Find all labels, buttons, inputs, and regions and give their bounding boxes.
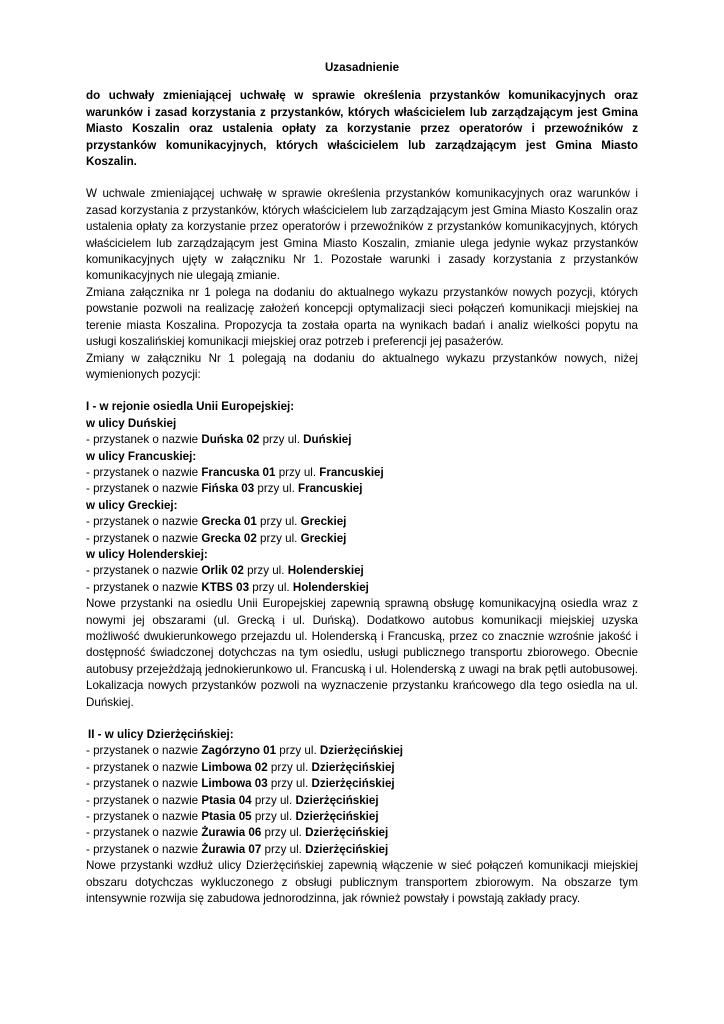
stop-name: KTBS 03 [201, 580, 250, 594]
stop-groups [86, 416, 638, 596]
stop-item [86, 465, 638, 481]
street-heading: w ulicy Francuskiej: [86, 449, 197, 463]
street-heading: w ulicy Greckiej: [86, 498, 178, 512]
street-prefix: przy ul. [256, 515, 301, 529]
stop-item [86, 776, 638, 792]
stop-list [86, 743, 638, 858]
street-heading: w ulicy Holenderskiej: [86, 547, 208, 561]
stop-prefix: - przystanek o nazwie [86, 744, 202, 758]
street-prefix: przy ul. [267, 760, 312, 774]
stop-prefix: - przystanek o nazwie [86, 515, 202, 529]
stop-prefix: - przystanek o nazwie [86, 760, 202, 774]
street-prefix: przy ul. [254, 482, 299, 496]
stop-prefix: - przystanek o nazwie [86, 842, 202, 856]
stop-name: Grecka 02 [201, 531, 257, 545]
stop-item [86, 580, 638, 596]
stop-name: Orlik 02 [201, 564, 244, 578]
street-prefix: przy ul. [276, 744, 320, 758]
street-heading: w ulicy Duńskiej [86, 416, 177, 430]
stop-street: Greckiej [300, 531, 347, 545]
stop-name: Ptasia 05 [201, 810, 252, 824]
stop-street: Duńskiej [303, 433, 352, 447]
stop-prefix: - przystanek o nazwie [86, 580, 202, 594]
stop-prefix: - przystanek o nazwie [86, 810, 202, 824]
stop-item [86, 531, 638, 547]
stop-prefix: - przystanek o nazwie [86, 482, 202, 496]
section-heading: I - w rejonie osiedla Unii Europejskiej: [86, 400, 295, 414]
stop-item [86, 842, 638, 858]
section-note: Nowe przystanki wzdłuż ulicy Dzierżęcińskiej zapewnią włączenie w sieć połączeń komunikacji miejskiej obszaru dotychczas wykluczonego z obsługi publicznym transportem zbiorowym. Na obszarze tym intensywnie rozwija się zabudowa jednorodzinna, jak również powstały i powstają zakłady pracy. [86, 859, 638, 906]
stop-street: Holenderskiej [287, 564, 364, 578]
stop-street: Dzierżęcińskiej [305, 826, 389, 840]
street-prefix: przy ul. [275, 465, 320, 479]
stop-name: Limbowa 02 [201, 760, 268, 774]
section-heading: II - w ulicy Dzierżęcińskiej: [88, 728, 234, 742]
stop-name: Duńska 02 [201, 433, 260, 447]
street-prefix: przy ul. [267, 777, 312, 791]
stop-item [86, 825, 638, 841]
street-prefix: przy ul. [251, 793, 296, 807]
stop-street: Holenderskiej [292, 580, 369, 594]
street-prefix: przy ul. [261, 826, 306, 840]
stop-item [86, 793, 638, 809]
stop-name: Zagórzyno 01 [201, 744, 277, 758]
stop-item [86, 432, 638, 448]
street-prefix: przy ul. [261, 842, 306, 856]
stop-prefix: - przystanek o nazwie [86, 793, 202, 807]
stop-prefix: - przystanek o nazwie [86, 777, 202, 791]
stop-street: Dzierżęcińskiej [305, 842, 389, 856]
stop-prefix: - przystanek o nazwie [86, 564, 202, 578]
stop-item [86, 809, 638, 825]
stop-prefix: - przystanek o nazwie [86, 433, 202, 447]
street-prefix: przy ul. [243, 564, 288, 578]
stop-item [86, 760, 638, 776]
section-note: Nowe przystanki na osiedlu Unii Europejskiej zapewnią sprawną obsługę komunikacyjną osiedla wraz z nowymi jej obszarami (ul. Grecką i ul. Duńską). Dodatkowo autobus komunikacji miejskiej uzyska możliwość dwukierunkowego przejazdu ul. Holenderską i Francuską, przez co znacznie wzrośnie jakość i dostępność świadczonej dotychczas na tym osiedlu, usługi publicznego transportu zbiorowego. Obecnie autobusy przejeżdżają jednokierunkowo ul. Francuską i ul. Holenderską z uwagi na brak pętli autobusowej. Lokalizacja nowych przystanków pozwoli na wyznaczenie przystanku krańcowego dla tego osiedla na ul. Duńskiej. [86, 597, 638, 709]
street-prefix: przy ul. [259, 433, 304, 447]
stop-prefix: - przystanek o nazwie [86, 531, 202, 545]
stop-street: Dzierżęcińskiej [319, 744, 404, 758]
stop-prefix: - przystanek o nazwie [86, 826, 202, 840]
stop-street: Dzierżęcińskiej [295, 810, 379, 824]
stop-street: Greckiej [300, 515, 347, 529]
stop-name: Limbowa 03 [201, 777, 268, 791]
stop-street: Dzierżęcińskiej [295, 793, 379, 807]
stop-prefix: - przystanek o nazwie [86, 465, 202, 479]
stop-name: Żurawia 07 [201, 842, 262, 856]
street-prefix: przy ul. [256, 531, 301, 545]
stop-name: Ptasia 04 [201, 793, 252, 807]
section-dzierzecinska [86, 727, 638, 907]
stop-item [86, 514, 638, 530]
document-title: Uzasadnienie [324, 61, 400, 74]
stop-name: Fińska 03 [201, 482, 255, 496]
document-subtitle: do uchwały zmieniającej uchwałę w sprawie określenia przystanków komunikacyjnych oraz warunków i zasad korzystania z przystanków, których właścicielem lub zarządzającym jest Gmina Miasto Koszalin oraz ustalenia opłaty za korzystanie przez operatorów i przewoźników z przystanków komunikacyjnych, których właścicielem lub zarządzającym jest Gmina Miasto Koszalin. [86, 89, 638, 169]
paragraph-list-intro: Zmiany w załączniku Nr 1 polegają na dodaniu do aktualnego wykazu przystanków nowych, niżej wymienionych pozycji: [86, 351, 638, 381]
stop-item [86, 481, 638, 497]
paragraph-intro: W uchwale zmieniającej uchwałę w sprawie określenia przystanków komunikacyjnych oraz warunków i zasad korzystania z przystanków, których właścicielem lub zarządzającym jest Gmina Miasto Koszalin oraz ustalenia opłaty za korzystanie przez operatorów i przewoźników z przystanków komunikacyjnych, których właścicielem lub zarządzającym jest Gmina Miasto Koszalin, zmianie ulega jedynie wykaz przystanków komunikacyjnych ujęty w załączniku Nr 1. Pozostałe warunki i zasady korzystania z przystanków komunikacyjnych nie ulegają zmianie. [86, 187, 638, 283]
stop-item [86, 563, 638, 579]
stop-name: Grecka 01 [201, 515, 257, 529]
stop-street: Dzierżęcińskiej [311, 777, 395, 791]
paragraph-change: Zmiana załącznika nr 1 polega na dodaniu do aktualnego wykazu przystanków nowych pozycji, których powstanie pozwoli na realizację założeń koncepcji optymalizacji sieci połączeń komunikacji miejskiej na terenie miasta Koszalina. Propozycja ta została oparta na wynikach badań i analiz wielkości popytu na usługi koszalińskiej komunikacji miejskiej oraz potrzeb i preferencji jej pasażerów. [86, 285, 638, 349]
stop-street: Francuskiej [319, 465, 384, 479]
street-prefix: przy ul. [249, 580, 293, 594]
street-prefix: przy ul. [251, 810, 296, 824]
stop-street: Francuskiej [298, 482, 363, 496]
section-unii-europejskiej [86, 399, 638, 711]
stop-item [86, 743, 638, 759]
stop-name: Żurawia 06 [201, 826, 262, 840]
stop-street: Dzierżęcińskiej [311, 760, 395, 774]
stop-name: Francuska 01 [201, 465, 276, 479]
